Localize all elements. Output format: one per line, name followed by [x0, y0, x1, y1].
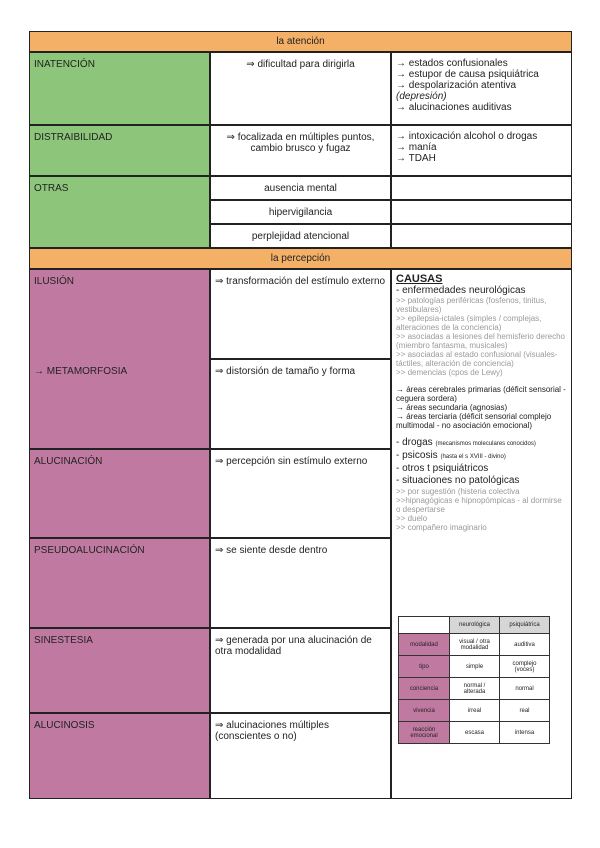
otras-empty — [391, 200, 572, 224]
pseudoalucinacion-desc: ⇒ se siente desde dentro — [210, 538, 391, 628]
table-row — [399, 722, 550, 744]
ilusion-label — [29, 269, 210, 449]
document-page — [29, 31, 572, 799]
table-cell: auditiva — [500, 634, 550, 656]
sinestesia-desc: ⇒ generada por una alucinación de otra modalidad — [210, 628, 391, 713]
table-row — [399, 700, 550, 722]
inatencion-note: → estupor de causa psiquiátrica — [396, 69, 539, 80]
sinestesia-label: SINESTESIA — [29, 628, 210, 713]
causas-neuro-item: >> asociadas a lesiones del hemisferio derecho (miembro fantasma, musicales) — [396, 332, 565, 350]
causas-sit-item: >> duelo — [396, 514, 428, 523]
causas-psicosis — [396, 450, 567, 463]
table-corner — [399, 617, 450, 634]
table-row — [399, 634, 550, 656]
causas-situaciones: - situaciones no patológicas — [396, 475, 520, 486]
alucinacion-label: ALUCINACIÓN — [29, 449, 210, 538]
table-row — [399, 678, 550, 700]
otras-item: hipervigilancia — [210, 200, 391, 224]
percepcion-header — [29, 248, 572, 269]
causas-drogas-note: (mecanismos moleculares conocidos) — [435, 441, 536, 447]
causas-area: → áreas terciaria (déficit sensorial complejo multimodal - no asociación emocional) — [396, 412, 552, 430]
table-cell: normal — [500, 678, 550, 700]
table-cell: escasa — [450, 722, 500, 744]
atencion-title: la atención — [276, 36, 325, 47]
inatencion-note: (depresión) — [396, 91, 447, 102]
causas-psicosis-text: - psicosis — [396, 450, 438, 461]
table-row-label: tipo — [399, 656, 450, 678]
table-cell: normal / alterada — [450, 678, 500, 700]
table-row-label: reacción emocional — [399, 722, 450, 744]
inatencion-notes — [391, 52, 572, 125]
otras-item: ausencia mental — [210, 176, 391, 200]
metamorfosia-desc: ⇒ distorsión de tamaño y forma — [210, 359, 391, 449]
distraibilidad-notes — [391, 125, 572, 176]
otras-empty — [391, 224, 572, 248]
inatencion-note: → alucinaciones auditivas — [396, 102, 512, 113]
table-row-label: modalidad — [399, 634, 450, 656]
distraibilidad-desc: ⇒ focalizada en múltiples puntos, cambio brusco y fugaz — [210, 125, 391, 176]
causas-sit-item: >> por sugestión (histeria colectiva — [396, 487, 520, 496]
otras-item: perplejidad atencional — [210, 224, 391, 248]
table-row-label: vivencia — [399, 700, 450, 722]
causas-drogas-text: - drogas — [396, 437, 433, 448]
table-cell: complejo (voces) — [500, 656, 550, 678]
causas-area: → áreas secundaria (agnosias) — [396, 403, 508, 412]
metamorfosia-label: → METAMORFOSIA — [34, 366, 128, 377]
causas-area: → áreas cerebrales primarias (déficit sensorial - ceguera sordera) — [396, 385, 566, 403]
causas-neuro-item: >> asociadas al estado confusional (visuales-táctiles, alteración de conciencia) — [396, 350, 558, 368]
pseudoalucinacion-label: PSEUDOALUCINACIÓN — [29, 538, 210, 628]
alucinacion-desc: ⇒ percepción sin estímulo externo — [210, 449, 391, 538]
causas-neuro-item: >> epilepsia-ictales (simples / complejas, alteraciones de la conciencia) — [396, 314, 542, 332]
table-row — [399, 656, 550, 678]
percepcion-title: la percepción — [270, 253, 331, 264]
table-cell: real — [500, 700, 550, 722]
ilusion-label-text: ILUSIÓN — [34, 276, 75, 287]
distraibilidad-note: → intoxicación alcohol o drogas — [396, 131, 538, 142]
distraibilidad-label: DISTRAIBILIDAD — [29, 125, 210, 176]
inatencion-desc: ⇒ dificultad para dirigirla — [210, 52, 391, 125]
causas-otros: - otros t psiquiátricos — [396, 463, 489, 474]
otras-empty — [391, 176, 572, 200]
table-row-label: conciencia — [399, 678, 450, 700]
alucinosis-desc: ⇒ alucinaciones múltiples (conscientes o no) — [210, 713, 391, 799]
alucinosis-label: ALUCINOSIS — [29, 713, 210, 799]
causas-sit-item: >> compañero imaginario — [396, 523, 487, 532]
table-header: psiquiátrica — [500, 617, 550, 634]
comparison-table — [398, 616, 550, 744]
table-header: neurológica — [450, 617, 500, 634]
otras-label: OTRAS — [29, 176, 210, 248]
causas-sit-item: >>hipnagógicas e hipnopómpicas - al dormirse o despertarse — [396, 496, 562, 514]
table-cell: visual / otra modalidad — [450, 634, 500, 656]
causas-title: CAUSAS — [396, 273, 443, 285]
causas-neuro-item: >> demencias (cpos de Lewy) — [396, 368, 503, 377]
inatencion-note: → despolarización atentiva — [396, 80, 517, 91]
causas-neuro-item: >> patologías periféricas (fosfenos, tinitus, vestibulares) — [396, 296, 547, 314]
inatencion-note: → estados confusionales — [396, 58, 508, 69]
distraibilidad-note: → manía — [396, 142, 437, 153]
causas-neuro: - enfermedades neurológicas — [396, 285, 526, 296]
causas-drogas — [396, 437, 567, 450]
inatencion-label: INATENCIÓN — [29, 52, 210, 125]
distraibilidad-note: → TDAH — [396, 153, 436, 164]
table-cell: irreal — [450, 700, 500, 722]
ilusion-desc: ⇒ transformación del estímulo externo — [210, 269, 391, 359]
causas-psicosis-note: (hasta el s XVIII - divino) — [440, 454, 506, 460]
atencion-header — [29, 31, 572, 52]
table-cell: intensa — [500, 722, 550, 744]
table-cell: simple — [450, 656, 500, 678]
